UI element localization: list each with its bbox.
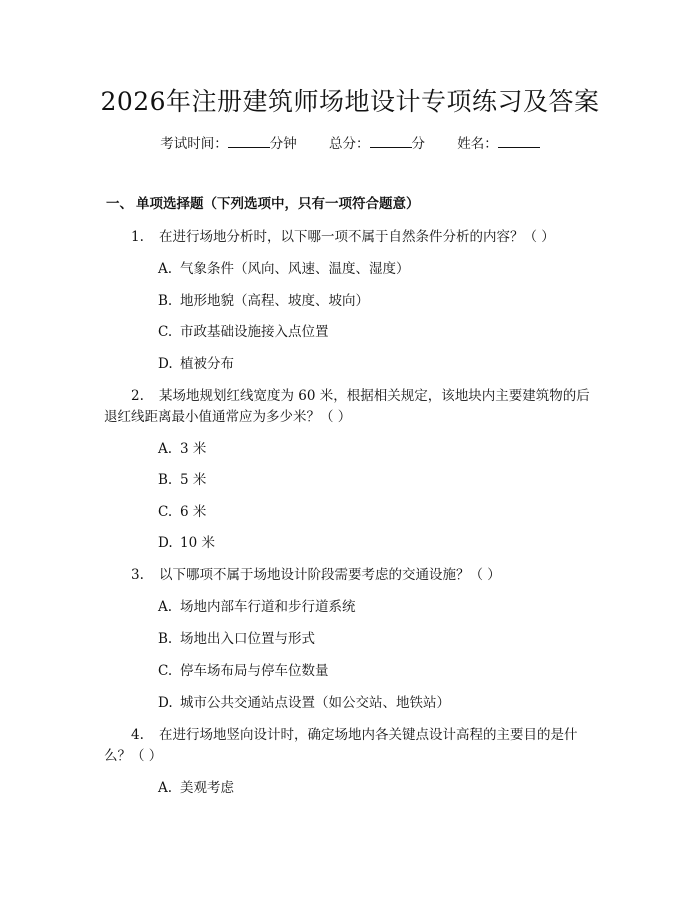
option-letter: C. bbox=[158, 324, 173, 340]
question-1 bbox=[131, 225, 555, 245]
question-2-continued bbox=[104, 405, 351, 425]
option-letter: A. bbox=[158, 599, 173, 615]
option-letter: B. bbox=[158, 631, 173, 647]
option-letter: B. bbox=[158, 472, 173, 488]
option-text: 5 米 bbox=[180, 472, 207, 488]
option-letter: C. bbox=[158, 663, 173, 679]
name-label: 姓名： bbox=[457, 136, 498, 152]
question-3-option-a bbox=[158, 595, 356, 615]
name-field bbox=[457, 132, 540, 152]
question-4 bbox=[131, 723, 578, 743]
option-letter: B. bbox=[158, 293, 173, 309]
question-number: 4. bbox=[131, 727, 144, 743]
question-3-option-b bbox=[158, 627, 315, 647]
option-text: 3 米 bbox=[180, 441, 207, 457]
option-letter: D. bbox=[158, 695, 173, 711]
question-number: 1. bbox=[131, 229, 144, 245]
option-letter: A. bbox=[158, 780, 173, 796]
total-score-unit: 分 bbox=[411, 136, 425, 152]
question-2-option-b bbox=[158, 468, 206, 488]
section-number: 一、 bbox=[106, 196, 133, 212]
question-number: 3. bbox=[131, 567, 144, 583]
question-2-option-c bbox=[158, 500, 206, 520]
option-text: 气象条件（风向、风速、温度、湿度） bbox=[180, 261, 410, 277]
question-2-option-d bbox=[158, 531, 215, 551]
option-letter: D. bbox=[158, 356, 173, 372]
option-text: 停车场布局与停车位数量 bbox=[180, 663, 329, 679]
question-3-option-c bbox=[158, 659, 329, 679]
page-title: 2026年注册建筑师场地设计专项练习及答案 bbox=[100, 87, 600, 116]
question-text-line1: 某场地规划红线宽度为 60 米，根据相关规定，该地块内主要建筑物的后 bbox=[159, 388, 590, 404]
section-heading bbox=[106, 192, 420, 212]
question-1-option-b bbox=[158, 289, 369, 309]
name-blank bbox=[498, 135, 540, 148]
exam-time-field bbox=[160, 132, 297, 152]
question-1-option-a bbox=[158, 257, 410, 277]
section-title-text: 单项选择题（下列选项中，只有一项符合题意） bbox=[136, 196, 420, 212]
option-text: 美观考虑 bbox=[180, 780, 234, 796]
question-text-line2: 退红线距离最小值通常应为多少米？（ ） bbox=[104, 409, 352, 425]
question-3 bbox=[131, 563, 501, 583]
question-2-option-a bbox=[158, 437, 206, 457]
question-text: 在进行场地分析时，以下哪一项不属于自然条件分析的内容？（ ） bbox=[159, 229, 555, 245]
question-2 bbox=[131, 384, 590, 404]
question-number: 2. bbox=[131, 388, 144, 404]
question-text-line2: 么？（ ） bbox=[104, 748, 163, 764]
option-text: 城市公共交通站点设置（如公交站、地铁站） bbox=[180, 695, 450, 711]
question-text-line1: 在进行场地竖向设计时，确定场地内各关键点设计高程的主要目的是什 bbox=[159, 727, 578, 743]
total-score-blank bbox=[370, 135, 412, 148]
exam-time-blank bbox=[228, 135, 270, 148]
question-1-option-d bbox=[158, 352, 234, 372]
exam-time-unit: 分钟 bbox=[269, 136, 297, 152]
option-letter: C. bbox=[158, 504, 173, 520]
option-text: 场地内部车行道和步行道系统 bbox=[180, 599, 356, 615]
question-text: 以下哪项不属于场地设计阶段需要考虑的交通设施？（ ） bbox=[159, 567, 501, 583]
question-3-option-d bbox=[158, 691, 450, 711]
question-4-continued bbox=[104, 744, 162, 764]
question-4-option-a bbox=[158, 776, 234, 796]
total-score-field bbox=[329, 132, 425, 152]
option-text: 6 米 bbox=[180, 504, 207, 520]
total-score-label: 总分： bbox=[329, 136, 370, 152]
question-1-option-c bbox=[158, 320, 329, 340]
option-text: 10 米 bbox=[180, 535, 215, 551]
exam-info-line bbox=[0, 132, 700, 152]
option-letter: A. bbox=[158, 441, 173, 457]
option-text: 地形地貌（高程、坡度、坡向） bbox=[180, 293, 369, 309]
exam-time-label: 考试时间： bbox=[160, 136, 228, 152]
option-text: 市政基础设施接入点位置 bbox=[180, 324, 329, 340]
option-text: 植被分布 bbox=[180, 356, 234, 372]
option-letter: A. bbox=[158, 261, 173, 277]
option-letter: D. bbox=[158, 535, 173, 551]
option-text: 场地出入口位置与形式 bbox=[180, 631, 315, 647]
